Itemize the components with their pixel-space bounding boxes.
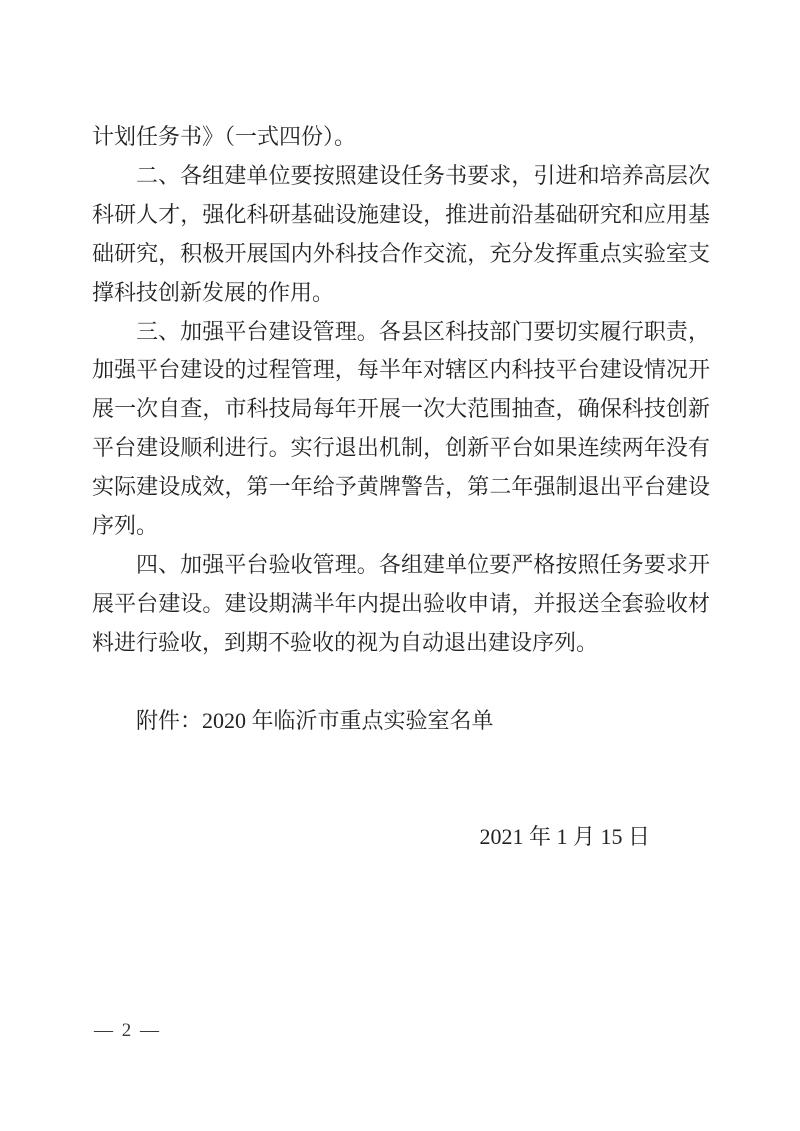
document-body (92, 118, 710, 857)
page-number: — 2 — (94, 1020, 161, 1041)
date-line: 2021 年 1 月 15 日 (479, 824, 650, 850)
body-paragraph-item-4: 四、加强平台验收管理。各组建单位要严格按照任务要求开展平台建设。建设期满半年内提出验收申请，并报送全套验收材料进行验收，到期不验收的视为自动退出建设序列。 (92, 551, 710, 655)
body-paragraph-item-3: 三、加强平台建设管理。各县区科技部门要切实履行职责，加强平台建设的过程管理，每半年对辖区内科技平台建设情况开展一次自查，市科技局每年开展一次大范围抽查，确保科技创新平台建设顺利进行。实行退出机制，创新平台如果连续两年没有实际建设成效，第一年给予黄牌警告，第二年强制退出平台建设序列。 (92, 318, 710, 539)
body-paragraph-continuation: 计划任务书》（一式四份）。 (92, 124, 357, 149)
attachment-line: 附件：2020 年临沂市重点实验室名单 (136, 707, 494, 733)
body-paragraph-item-2: 二、各组建单位要按照建设任务书要求，引进和培养高层次科研人才，强化科研基础设施建设，推进前沿基础研究和应用基础研究，积极开展国内外科技合作交流，充分发挥重点实验室支撑科技创新发展的作用。 (92, 162, 710, 305)
